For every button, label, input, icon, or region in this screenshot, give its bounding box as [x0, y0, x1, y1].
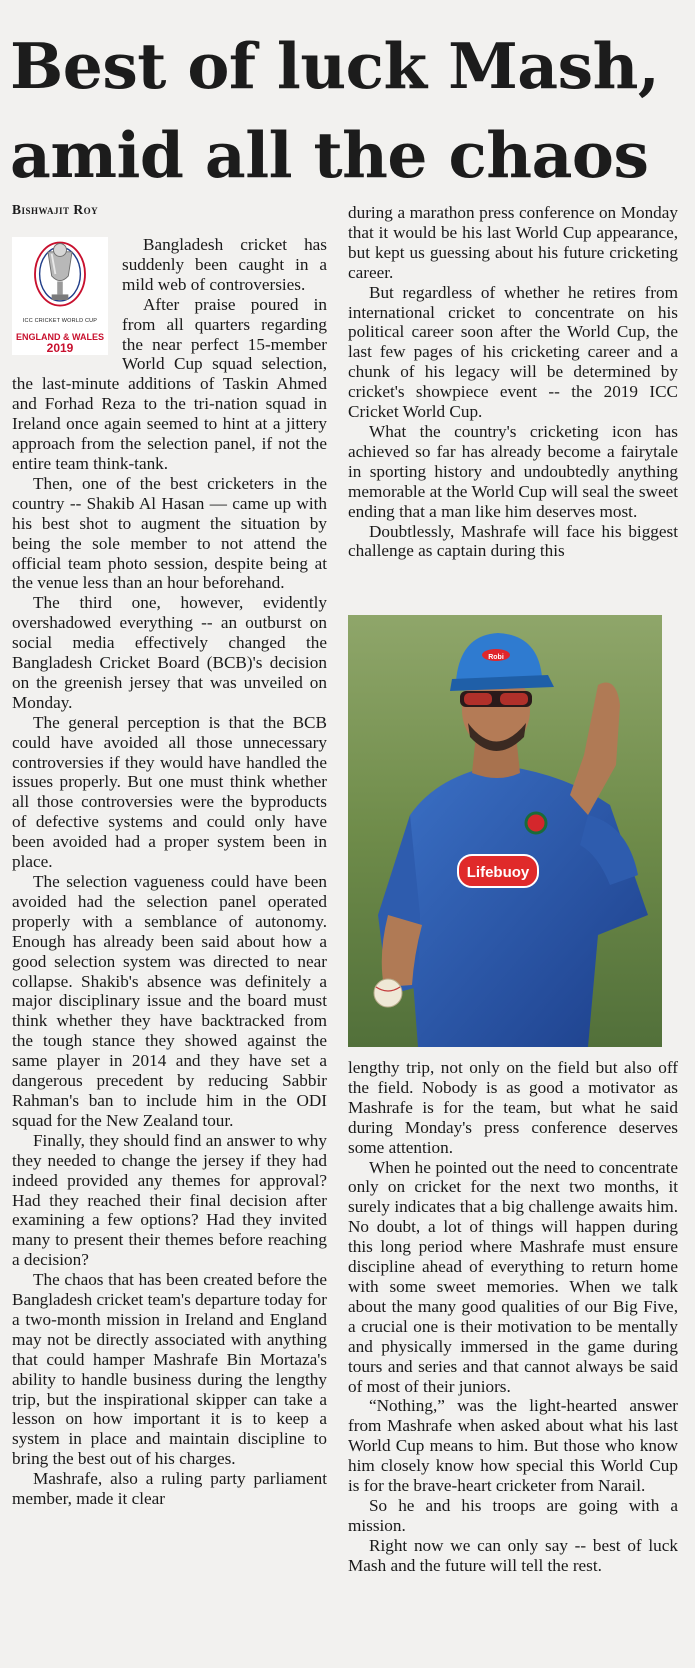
paragraph: When he pointed out the need to concentrate only on cricket for the next two months, it surely indicates that a big challenge awaits him. No doubt, a lot of things will happen during this long period where Mashrafe must ensure discipline ahead of everything to return home with some sweet memories. When we talk about the many good qualities of our Big Five, a crucial one is their motivation to be mentally and physically immersed in the game during tours and series and that cannot always be said of most of their juniors. — [348, 1157, 678, 1396]
paragraph: lengthy trip, not only on the field but also off the field. Nobody is as good a motivator as Mashrafe is for the team, but what he said during Monday's press conference deserves some attention. — [348, 1058, 678, 1157]
paragraph: The general perception is that the BCB could have avoided all those unnecessary controversies if they would have handled the issues properly. But one must think whether all those controversies were the byproducts of defective systems and could only have been avoided had a proper system been in place. — [12, 712, 327, 872]
byline: Bishwajit Roy — [12, 202, 99, 217]
article-column-2-bottom — [348, 1058, 678, 1576]
paragraph: But regardless of whether he retires from international cricket to concentrate on his political career soon after the World Cup, the last few pages of his cricketing career and a chunk of his legacy will be determined by cricket's showpiece event -- the 2019 ICC Cricket World Cup. — [348, 282, 678, 422]
paragraph: Mashrafe, also a ruling party parliament member, made it clear — [12, 1469, 327, 1509]
paragraph: Then, one of the best cricketers in the country -- Shakib Al Hasan — came up with his best shot to augment the situation by being the sole member to not attend the official team photo session, despite being at the venue less than an hour beforehand. — [12, 473, 327, 593]
headline — [10, 22, 690, 200]
paragraph: “Nothing,” was the light-hearted answer from Mashrafe when asked about what his last World Cup means to him. But those who know him closely know how special this World Cup is for the brave-heart cricketer from Narail. — [348, 1396, 678, 1496]
cap-text-label: Robi — [488, 654, 504, 661]
paragraph: The chaos that has been created before the Bangladesh cricket team's departure today for a two-month mission in Ireland and England may not be directly associated with anything that could hamper Mashrafe Bin Mortaza's ability to handle business during the lengthy trip, but the inspirational skipper can take a lesson on how important it is to keep a system in place and maintain discipline to bring the best out of his charges. — [12, 1270, 327, 1469]
logo-year-text: 2019 — [46, 341, 74, 355]
jersey-sponsor-label: Lifebuoy — [466, 864, 530, 881]
article-column-1 — [12, 235, 327, 1509]
logo-event-text: ICC CRICKET WORLD CUP — [22, 318, 98, 325]
paragraph: After praise poured in from all quarters regarding the near perfect 15-member World Cup squad selection, the last-minute additions of Taskin Ahmed and Forhad Reza to the tri-nation squad in Ireland once again seemed to hint at a jittery approach from the selection panel, if not the entire team think-tank. — [12, 294, 327, 473]
paragraph: The third one, however, evidently overshadowed everything -- an outburst on social media effectively changed the Bangladesh Cricket Board (BCB)'s decision on the greenish jersey that was unveiled on Monday. — [12, 593, 327, 712]
headline-line-1: Best of luck Mash, — [10, 29, 660, 103]
paragraph: The selection vagueness could have been avoided had the selection panel operated properly with a semblance of autonomy. Enough has already been said about how a good selection system was directed to near collapse. Shakib's absence was definitely a major disciplinary issue and the board must think whether they have backtracked from the tough stance they showed against the same player in 2014 and they have set a dangerous precedent by reducing Sabbir Rahman's ban to include him in the ODI squad for the New Zealand tour. — [12, 872, 327, 1130]
world-cup-logo — [12, 237, 108, 355]
paragraph: What the country's cricketing icon has achieved so far has already become a fairytale in sporting history and undoubtedly anything memorable at the World Cup will seal the sweet ending that a man like him deserves most. — [348, 421, 678, 521]
paragraph: Doubtlessly, Mashrafe will face his biggest challenge as captain during this — [348, 521, 678, 561]
paragraph: So he and his troops are going with a mission. — [348, 1495, 678, 1535]
paragraph: Bangladesh cricket has suddenly been caught in a mild web of controversies. — [122, 235, 327, 294]
article-column-2-top — [348, 203, 678, 561]
mashrafe-photo — [348, 615, 662, 1047]
headline-line-2: amid all the chaos — [10, 118, 649, 192]
paragraph: Right now we can only say -- best of luck Mash and the future will tell the rest. — [348, 1535, 678, 1575]
logo-host-text: ENGLAND & WALES — [15, 332, 104, 342]
paragraph: Finally, they should find an answer to why they needed to change the jersey if they had indeed provided any themes for approval? Had they reached their final decision after examining a few options? Had they invited many to present their themes before reaching a decision? — [12, 1130, 327, 1270]
trophy-icon — [25, 237, 95, 311]
paragraph: during a marathon press conference on Monday that it would be his last World Cup appearance, but kept us guessing about his future cricketing career. — [348, 203, 678, 282]
